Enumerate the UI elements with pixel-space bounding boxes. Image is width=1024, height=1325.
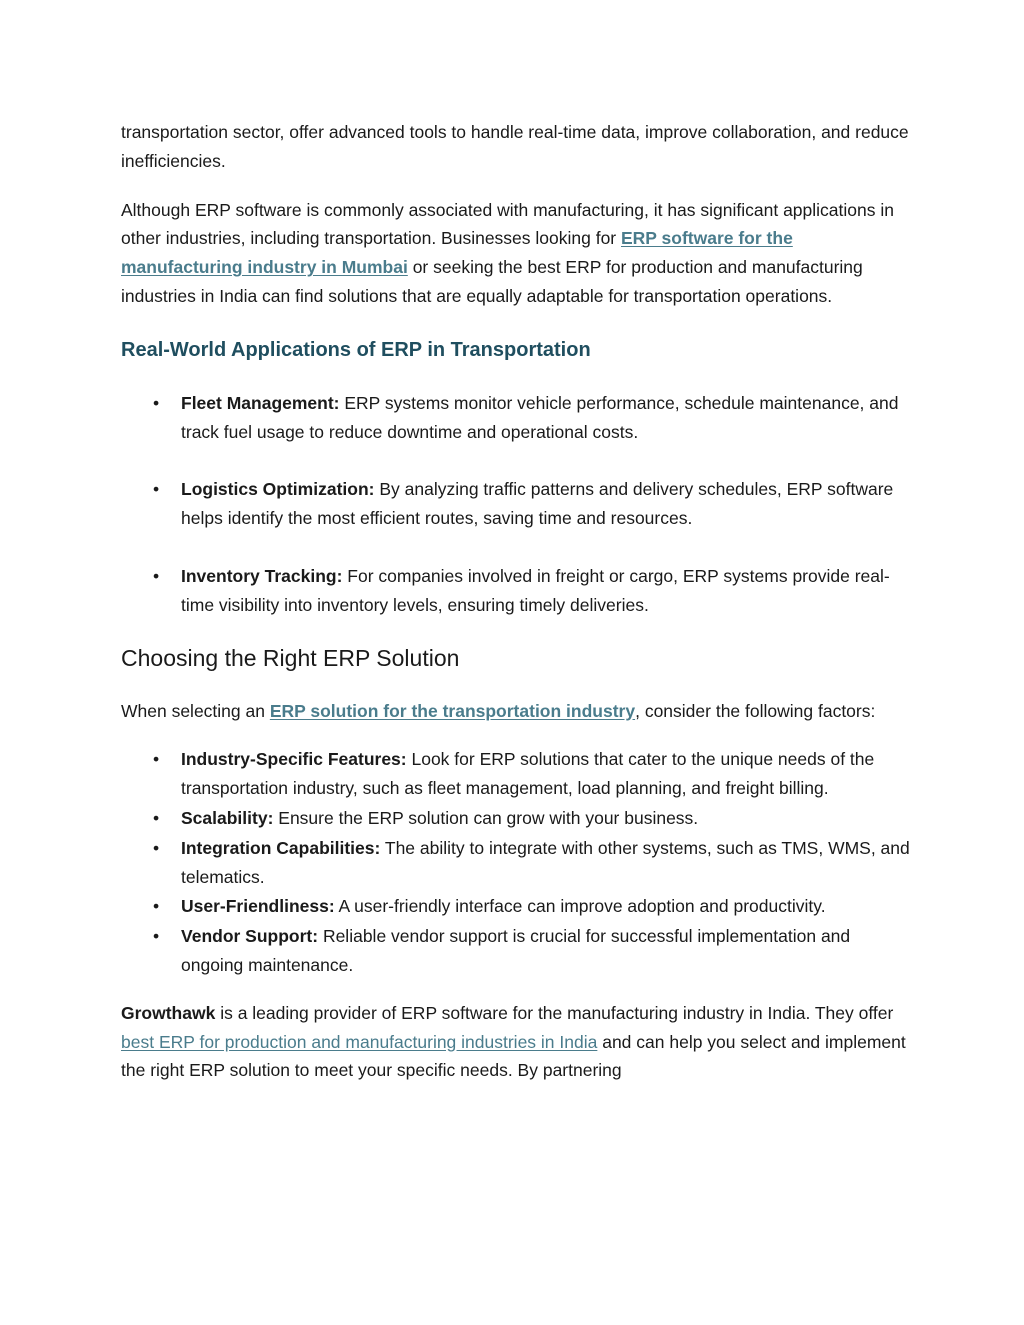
list-item-text: Ensure the ERP solution can grow with your business.: [273, 807, 699, 828]
list-item-text: A user-friendly interface can improve adoption and productivity.: [334, 896, 826, 917]
bullet-icon: •: [153, 392, 160, 413]
growthawk-brand: Growthawk: [121, 1002, 216, 1023]
intro-text: transportation sector, offer advanced tools to handle real-time data, improve collaboration, and reduce inefficiencies.: [121, 122, 909, 171]
list-item-label: Logistics Optimization:: [181, 479, 375, 500]
list-item-text: For companies involved in freight or cargo, ERP systems provide real-time visibility into inventory levels, ensuring timely deliveries.: [181, 565, 890, 615]
list-item-scalability: [121, 804, 911, 833]
list-item-fleet-management: [121, 389, 911, 447]
choosing-intro-paragraph: [121, 697, 911, 726]
best-erp-india-link[interactable]: best ERP for production and manufacturing industries in India: [121, 1031, 598, 1052]
erp-transportation-link[interactable]: ERP solution for the transportation industry: [269, 700, 636, 721]
erp-mumbai-link[interactable]: ERP software for the manufacturing industry in Mumbai: [121, 228, 793, 278]
bullet-icon: •: [153, 565, 160, 586]
list-item-label: Industry-Specific Features:: [181, 749, 407, 770]
bullet-icon: •: [153, 926, 160, 947]
choosing-heading: Choosing the Right ERP Solution: [121, 644, 460, 671]
bullet-icon: •: [153, 896, 160, 917]
list-item-vendor-support: [121, 922, 911, 980]
bullet-icon: •: [153, 807, 160, 828]
list-item-integration: [121, 834, 911, 892]
list-item-label: User-Friendliness:: [181, 896, 335, 917]
although-paragraph: [121, 196, 911, 311]
factors-list: [121, 745, 911, 979]
choosing-intro-after: , consider the following factors:: [635, 700, 876, 721]
document-page: [121, 118, 911, 1085]
list-item-text: Look for ERP solutions that cater to the unique needs of the transportation industry, such as fleet management, load planning, and freight billing.: [181, 749, 875, 799]
growthawk-text-1: is a leading provider of ERP software for the manufacturing industry in India. They offer: [215, 1002, 894, 1023]
intro-paragraph: [121, 118, 911, 176]
growthawk-text-2: and can help you select and implement the right ERP solution to meet your specific needs. By partnering: [121, 1031, 906, 1081]
list-item-label: Fleet Management:: [181, 392, 340, 413]
list-item-text: Reliable vendor support is crucial for successful implementation and ongoing maintenance.: [181, 926, 851, 975]
list-item-industry-specific: [121, 745, 911, 803]
list-item-label: Integration Capabilities:: [181, 837, 381, 858]
list-item-inventory-tracking: [121, 562, 911, 620]
list-item-label: Inventory Tracking:: [181, 565, 343, 586]
although-text-before: Although ERP software is commonly associated with manufacturing, it has significant applications in other industries, including transportation. Businesses looking for: [121, 199, 894, 249]
bullet-icon: •: [153, 837, 160, 858]
list-item-text: The ability to integrate with other systems, such as TMS, WMS, and telematics.: [181, 837, 910, 887]
list-item-text: ERP systems monitor vehicle performance, schedule maintenance, and track fuel usage to reduce downtime and operational costs.: [181, 392, 899, 442]
bullet-icon: •: [153, 749, 160, 770]
list-item-logistics-optimization: [121, 475, 911, 533]
list-item-user-friendliness: [121, 892, 911, 921]
list-item-text: By analyzing traffic patterns and delivery schedules, ERP software helps identify the most efficient routes, saving time and resources.: [181, 479, 894, 529]
list-item-label: Vendor Support:: [181, 926, 319, 947]
applications-list: [121, 389, 911, 620]
although-text-after: or seeking the best ERP for production and manufacturing industries in India can find solutions that are equally adaptable for transportation operations.: [121, 257, 863, 306]
bullet-icon: •: [153, 479, 160, 500]
applications-heading: Real-World Applications of ERP in Transportation: [121, 338, 591, 361]
growthawk-paragraph: [121, 999, 911, 1085]
list-item-label: Scalability:: [181, 807, 274, 828]
choosing-intro-before: When selecting an: [121, 700, 270, 721]
